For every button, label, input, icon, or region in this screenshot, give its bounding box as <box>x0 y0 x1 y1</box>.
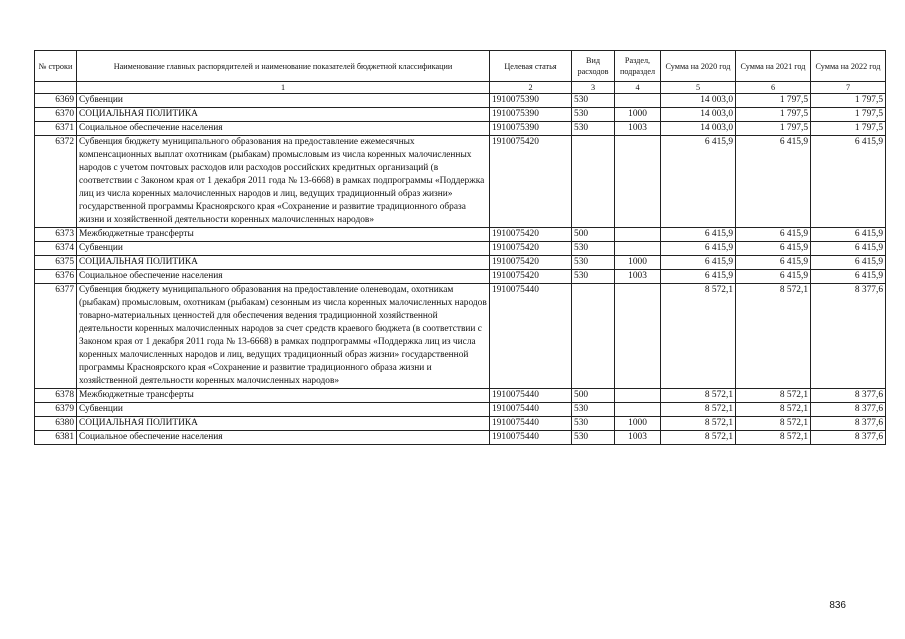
section-cell <box>615 389 661 403</box>
section-cell <box>615 284 661 389</box>
table-row <box>35 270 886 284</box>
sum-2021-cell: 1 797,5 <box>736 94 811 108</box>
header-section: Раздел, подраздел <box>615 51 661 82</box>
sum-2021-cell: 6 415,9 <box>736 270 811 284</box>
table-row <box>35 242 886 256</box>
expense-type-cell: 530 <box>572 94 615 108</box>
sum-2021-cell: 6 415,9 <box>736 256 811 270</box>
section-cell: 1000 <box>615 256 661 270</box>
sum-2020-cell: 8 572,1 <box>661 403 736 417</box>
section-cell <box>615 403 661 417</box>
target-article-cell: 1910075390 <box>490 122 572 136</box>
target-article-cell: 1910075440 <box>490 431 572 445</box>
sum-2022-cell: 8 377,6 <box>811 431 886 445</box>
column-number: 2 <box>490 82 572 94</box>
sum-2021-cell: 6 415,9 <box>736 136 811 228</box>
expense-type-cell: 500 <box>572 228 615 242</box>
section-cell <box>615 228 661 242</box>
name-cell: Субвенция бюджету муниципального образования на предоставление ежемесячных компенсационных выплат охотникам (рыбакам) промысловым из числа коренных малочисленных народов с учетом почтовых расходов или расходов российских кредитных организаций (в соответствии с Законом края от 1 декабря 2011 года № 13-6668) в рамках подпрограммы «Поддержка лиц из числа коренных малочисленных народов и лиц, ведущих традиционный образ жизни» государственной программы Красноярского края «Сохранение и развитие традиционного образа жизни и хозяйственной деятельности коренных малочисленных народов» <box>77 136 490 228</box>
name-cell: Социальное обеспечение населения <box>77 122 490 136</box>
header-name: Наименование главных распорядителей и наименование показателей бюджетной классификации <box>77 51 490 82</box>
sum-2020-cell: 6 415,9 <box>661 228 736 242</box>
table-body <box>35 94 886 445</box>
table-header-row <box>35 51 886 82</box>
name-cell: Субвенции <box>77 403 490 417</box>
table-row <box>35 136 886 228</box>
header-sum-2022: Сумма на 2022 год <box>811 51 886 82</box>
name-cell: Межбюджетные трансферты <box>77 389 490 403</box>
table-row <box>35 122 886 136</box>
table-row <box>35 389 886 403</box>
target-article-cell: 1910075420 <box>490 136 572 228</box>
sum-2020-cell: 8 572,1 <box>661 284 736 389</box>
expense-type-cell <box>572 284 615 389</box>
sum-2021-cell: 1 797,5 <box>736 108 811 122</box>
sum-2020-cell: 8 572,1 <box>661 431 736 445</box>
row-number-cell: 6378 <box>35 389 77 403</box>
table-row <box>35 94 886 108</box>
sum-2020-cell: 14 003,0 <box>661 94 736 108</box>
row-number-cell: 6370 <box>35 108 77 122</box>
header-sum-2021: Сумма на 2021 год <box>736 51 811 82</box>
section-cell: 1000 <box>615 417 661 431</box>
sum-2021-cell: 8 572,1 <box>736 431 811 445</box>
name-cell: Социальное обеспечение населения <box>77 431 490 445</box>
section-cell: 1003 <box>615 270 661 284</box>
column-number: 7 <box>811 82 886 94</box>
header-target-article: Целевая статья <box>490 51 572 82</box>
sum-2021-cell: 8 572,1 <box>736 403 811 417</box>
expense-type-cell: 530 <box>572 270 615 284</box>
name-cell: СОЦИАЛЬНАЯ ПОЛИТИКА <box>77 108 490 122</box>
sum-2021-cell: 6 415,9 <box>736 228 811 242</box>
name-cell: Социальное обеспечение населения <box>77 270 490 284</box>
sum-2022-cell: 6 415,9 <box>811 136 886 228</box>
sum-2020-cell: 6 415,9 <box>661 242 736 256</box>
row-number-cell: 6369 <box>35 94 77 108</box>
section-cell <box>615 136 661 228</box>
target-article-cell: 1910075420 <box>490 242 572 256</box>
sum-2020-cell: 14 003,0 <box>661 122 736 136</box>
column-number: 6 <box>736 82 811 94</box>
expense-type-cell: 500 <box>572 389 615 403</box>
column-number: 4 <box>615 82 661 94</box>
column-number: 5 <box>661 82 736 94</box>
header-expense-type: Вид расходов <box>572 51 615 82</box>
budget-table <box>34 50 886 445</box>
column-number <box>35 82 77 94</box>
header-sum-2020: Сумма на 2020 год <box>661 51 736 82</box>
target-article-cell: 1910075440 <box>490 417 572 431</box>
sum-2020-cell: 6 415,9 <box>661 270 736 284</box>
column-number: 3 <box>572 82 615 94</box>
target-article-cell: 1910075390 <box>490 108 572 122</box>
page-number: 836 <box>829 600 846 611</box>
target-article-cell: 1910075440 <box>490 389 572 403</box>
target-article-cell: 1910075420 <box>490 256 572 270</box>
target-article-cell: 1910075440 <box>490 403 572 417</box>
sum-2022-cell: 6 415,9 <box>811 270 886 284</box>
section-cell <box>615 94 661 108</box>
sum-2022-cell: 1 797,5 <box>811 94 886 108</box>
sum-2021-cell: 8 572,1 <box>736 389 811 403</box>
name-cell: СОЦИАЛЬНАЯ ПОЛИТИКА <box>77 256 490 270</box>
expense-type-cell: 530 <box>572 242 615 256</box>
table-row <box>35 256 886 270</box>
table-row <box>35 417 886 431</box>
sum-2021-cell: 8 572,1 <box>736 417 811 431</box>
row-number-cell: 6376 <box>35 270 77 284</box>
budget-table-container <box>34 50 885 445</box>
target-article-cell: 1910075420 <box>490 228 572 242</box>
table-row <box>35 228 886 242</box>
sum-2022-cell: 1 797,5 <box>811 122 886 136</box>
row-number-cell: 6373 <box>35 228 77 242</box>
row-number-cell: 6377 <box>35 284 77 389</box>
table-row <box>35 284 886 389</box>
sum-2020-cell: 6 415,9 <box>661 256 736 270</box>
target-article-cell: 1910075390 <box>490 94 572 108</box>
sum-2022-cell: 1 797,5 <box>811 108 886 122</box>
sum-2021-cell: 1 797,5 <box>736 122 811 136</box>
expense-type-cell: 530 <box>572 256 615 270</box>
expense-type-cell: 530 <box>572 417 615 431</box>
name-cell: Субвенция бюджету муниципального образования на предоставление оленеводам, охотникам (рыбакам) промысловым, охотникам (рыбакам) сезонным из числа коренных малочисленных народов товарно-материальных ценностей для обеспечения ведения традиционной хозяйственной деятельности коренных малочисленных народов за счет средств краевого бюджета (в соответствии с Законом края от 1 декабря 2011 года № 13-6668) в рамках подпрограммы «Поддержка лиц из числа коренных малочисленных народов и лиц, ведущих традиционный образ жизни» государственной программы Красноярского края «Сохранение и развитие традиционного образа жизни и хозяйственной деятельности коренных малочисленных народов» <box>77 284 490 389</box>
sum-2022-cell: 8 377,6 <box>811 284 886 389</box>
sum-2022-cell: 8 377,6 <box>811 417 886 431</box>
column-number-row <box>35 82 886 94</box>
sum-2020-cell: 14 003,0 <box>661 108 736 122</box>
table-row <box>35 431 886 445</box>
section-cell: 1003 <box>615 431 661 445</box>
section-cell: 1003 <box>615 122 661 136</box>
expense-type-cell: 530 <box>572 403 615 417</box>
section-cell <box>615 242 661 256</box>
name-cell: Субвенции <box>77 94 490 108</box>
row-number-cell: 6374 <box>35 242 77 256</box>
sum-2022-cell: 6 415,9 <box>811 256 886 270</box>
row-number-cell: 6375 <box>35 256 77 270</box>
expense-type-cell: 530 <box>572 122 615 136</box>
target-article-cell: 1910075420 <box>490 270 572 284</box>
sum-2020-cell: 8 572,1 <box>661 389 736 403</box>
table-row <box>35 108 886 122</box>
row-number-cell: 6380 <box>35 417 77 431</box>
section-cell: 1000 <box>615 108 661 122</box>
sum-2022-cell: 8 377,6 <box>811 403 886 417</box>
row-number-cell: 6372 <box>35 136 77 228</box>
sum-2022-cell: 6 415,9 <box>811 228 886 242</box>
sum-2020-cell: 8 572,1 <box>661 417 736 431</box>
sum-2021-cell: 8 572,1 <box>736 284 811 389</box>
row-number-cell: 6379 <box>35 403 77 417</box>
expense-type-cell: 530 <box>572 431 615 445</box>
name-cell: Субвенции <box>77 242 490 256</box>
sum-2021-cell: 6 415,9 <box>736 242 811 256</box>
header-row-number: № строки <box>35 51 77 82</box>
name-cell: Межбюджетные трансферты <box>77 228 490 242</box>
sum-2022-cell: 8 377,6 <box>811 389 886 403</box>
sum-2020-cell: 6 415,9 <box>661 136 736 228</box>
expense-type-cell <box>572 136 615 228</box>
row-number-cell: 6371 <box>35 122 77 136</box>
expense-type-cell: 530 <box>572 108 615 122</box>
table-row <box>35 403 886 417</box>
target-article-cell: 1910075440 <box>490 284 572 389</box>
name-cell: СОЦИАЛЬНАЯ ПОЛИТИКА <box>77 417 490 431</box>
column-number: 1 <box>77 82 490 94</box>
sum-2022-cell: 6 415,9 <box>811 242 886 256</box>
row-number-cell: 6381 <box>35 431 77 445</box>
